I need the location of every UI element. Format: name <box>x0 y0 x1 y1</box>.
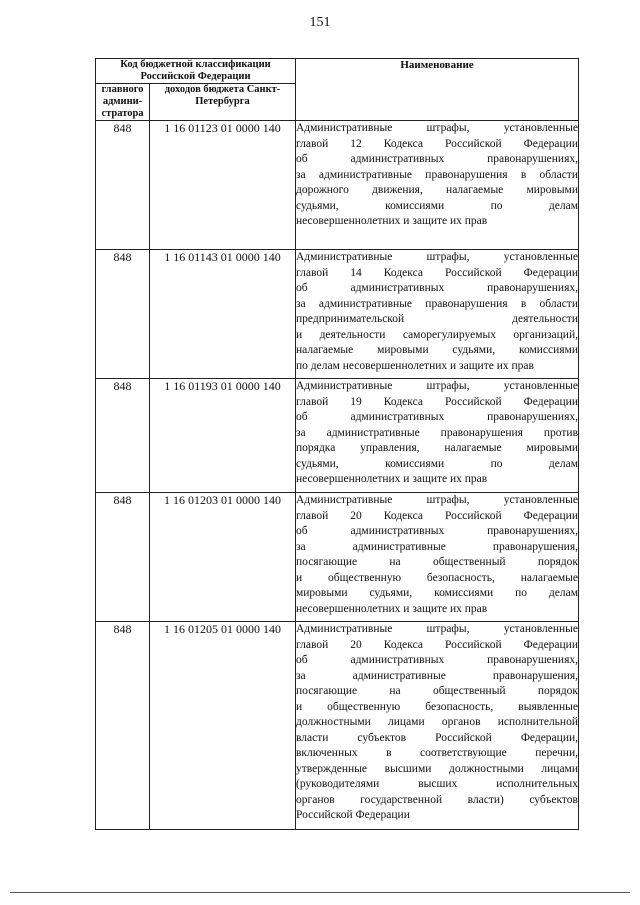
header-name: Наименование <box>296 59 579 121</box>
description-line: главой 12 Кодекса Российской Федерации <box>296 137 578 150</box>
table-row <box>96 250 579 379</box>
description-line: об административных правонарушениях, <box>296 654 578 666</box>
description-line: Административные штрафы, установленные <box>296 251 578 263</box>
description-line: и общественную безопасность, налагаемые <box>296 571 578 584</box>
description-line: и деятельности саморегулируемых организаций, <box>296 328 578 341</box>
table-row <box>96 379 579 493</box>
description-line: и общественную безопасность, выявленные <box>296 700 578 713</box>
table-body <box>96 121 579 830</box>
description-line: Административные штрафы, установленные <box>296 122 578 134</box>
income-code-cell: 1 16 01193 01 0000 140 <box>150 379 296 493</box>
description-line: главой 19 Кодекса Российской Федерации <box>296 395 578 408</box>
description-line: об административных правонарушениях, <box>296 153 578 165</box>
admin-code-cell: 848 <box>96 379 150 493</box>
admin-code-cell: 848 <box>96 121 150 250</box>
description-line: за административные правонарушения в области <box>296 297 578 310</box>
description-line: Российской Федерации <box>296 809 410 821</box>
description-line: дорожного движения, налагаемые мировыми <box>296 184 578 196</box>
description-line: включенных в соответствующие перечни, <box>296 747 578 759</box>
description-line: посягающие на общественный порядок <box>296 685 578 697</box>
description-line: Административные штрафы, установленные <box>296 380 578 392</box>
description-line: Административные штрафы, установленные <box>296 623 578 635</box>
description-line: мировыми судьями, комиссиями по делам <box>296 587 578 599</box>
description-line: должностными лицами органов исполнительной <box>296 716 578 728</box>
description-line: судьями, комиссиями по делам <box>296 457 578 470</box>
description-line: посягающие на общественный порядок <box>296 556 578 568</box>
header-classification-code: Код бюджетной классификации Российской Федерации <box>96 59 296 84</box>
description-line: главой 20 Кодекса Российской Федерации <box>296 509 578 522</box>
description-line: (руководителями высших исполнительных <box>296 778 578 790</box>
table-row <box>96 121 579 250</box>
description-line: об административных правонарушениях, <box>296 411 578 423</box>
description-line: несовершеннолетних и защите их прав <box>296 602 488 615</box>
admin-code-cell: 848 <box>96 250 150 379</box>
description-cell <box>296 250 579 379</box>
description-line: за административные правонарушения, <box>296 540 578 553</box>
description-cell <box>296 379 579 493</box>
description-line: органов государственной власти) субъектов <box>296 793 578 806</box>
description-line: налагаемые мировыми судьями, комиссиями <box>296 344 578 356</box>
page-number: 151 <box>309 15 331 30</box>
description-line: за административные правонарушения, <box>296 669 578 682</box>
admin-code-cell: 848 <box>96 622 150 830</box>
description-line: об административных правонарушениях, <box>296 525 578 537</box>
description-cell <box>296 622 579 830</box>
description-line: власти субъектов Российской Федерации, <box>296 731 578 744</box>
description-line: Административные штрафы, установленные <box>296 494 578 506</box>
income-code-cell: 1 16 01205 01 0000 140 <box>150 622 296 830</box>
description-line: предпринимательской деятельности <box>296 313 578 325</box>
description-cell <box>296 121 579 250</box>
income-code-cell: 1 16 01143 01 0000 140 <box>150 250 296 379</box>
table-row <box>96 622 579 830</box>
description-line: за административные правонарушения против <box>296 426 578 439</box>
income-code-cell: 1 16 01123 01 0000 140 <box>150 121 296 250</box>
admin-code-cell: 848 <box>96 493 150 622</box>
header-income-code: доходов бюджета Санкт-Петербурга <box>150 84 296 121</box>
description-line: судьями, комиссиями по делам <box>296 199 578 212</box>
description-line: об административных правонарушениях, <box>296 282 578 294</box>
description-line: по делам несовершеннолетних и защите их прав <box>296 359 534 372</box>
description-line: главой 14 Кодекса Российской Федерации <box>296 266 578 279</box>
description-line: главой 20 Кодекса Российской Федерации <box>296 638 578 651</box>
budget-classification-table <box>95 58 579 830</box>
description-line: порядка управления, налагаемые мировыми <box>296 442 578 454</box>
table-row <box>96 493 579 622</box>
header-admin: главного админи-стратора <box>96 84 150 121</box>
footer-divider <box>10 892 630 893</box>
income-code-cell: 1 16 01203 01 0000 140 <box>150 493 296 622</box>
description-line: несовершеннолетних и защите их прав <box>296 215 488 227</box>
description-line: за административные правонарушения в области <box>296 168 578 181</box>
description-line: несовершеннолетних и защите их прав <box>296 473 488 485</box>
description-line: утвержденные высшими должностными лицами <box>296 762 578 775</box>
description-cell <box>296 493 579 622</box>
